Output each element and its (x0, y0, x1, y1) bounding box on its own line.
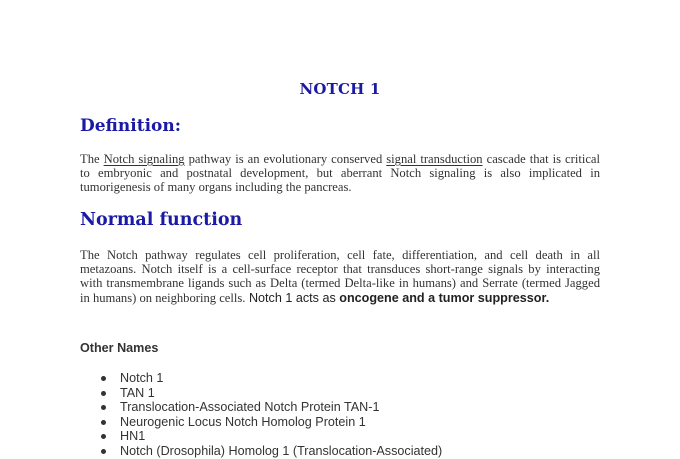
normal-function-sans-text: Notch 1 acts as (245, 290, 340, 305)
normal-function-text: The Notch pathway regulates cell proliferation, cell fate, differentiation, and cell death in all metazoans. Notch itself is a cell-surface receptor that transduces short-range signals by interacting with transmembrane ligands such as Delta (termed Delta-like in humans) and Serrate (termed Jagged in humans) on neighboring cells. (80, 248, 600, 305)
definition-text-2: pathway is an evolutionary conserved (184, 152, 387, 166)
list-item: Notch (Drosophila) Homolog 1 (Translocation-Associated) (80, 444, 442, 459)
definition-paragraph (80, 152, 600, 195)
other-names-list (80, 371, 442, 459)
normal-function-heading (80, 210, 242, 230)
list-item: Notch 1 (80, 371, 442, 386)
normal-function-paragraph (80, 248, 600, 305)
list-item: HN1 (80, 429, 442, 444)
list-item: Neurogenic Locus Notch Homolog Protein 1 (80, 415, 442, 430)
normal-function-heading-text: Normal function (80, 210, 243, 230)
definition-text-1: The (80, 152, 104, 166)
document-title: NOTCH 1 (299, 80, 381, 98)
notch-signaling-link[interactable]: Notch signaling (103, 152, 185, 166)
other-names-heading: Other Names (80, 341, 159, 355)
list-item: TAN 1 (80, 386, 442, 401)
signal-transduction-link[interactable]: signal transduction (386, 152, 483, 166)
definition-heading: Definition: (80, 116, 182, 136)
list-item: Translocation-Associated Notch Protein TAN-1 (80, 400, 442, 415)
definition-text-3: cascade that is critical to embryonic and postnatal development, but aberrant Notch signaling is also implicated in tumorigenesis of many organs including the pancreas. (80, 152, 601, 195)
normal-function-bold-text: oncogene and a tumor suppressor. (339, 290, 550, 305)
